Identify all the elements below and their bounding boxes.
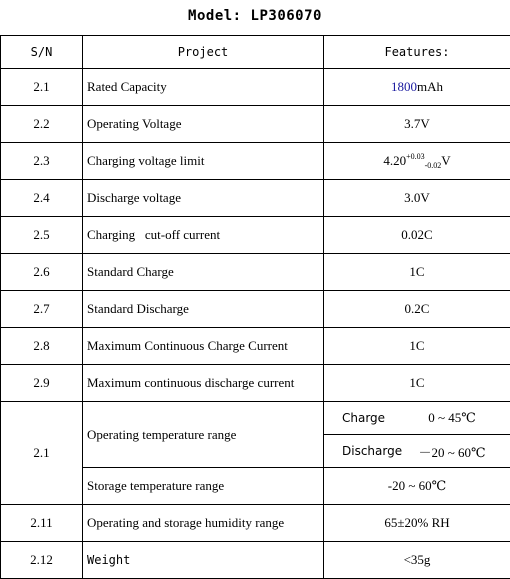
- table-row: [1, 328, 510, 365]
- row-sn: 2.4: [1, 180, 83, 217]
- discharge-value: －20 ~ 60℃: [412, 442, 492, 461]
- row-feature: <35g: [324, 542, 510, 579]
- row-sn: 2.12: [1, 542, 83, 579]
- spec-table: [0, 35, 510, 579]
- feature-unit: V: [441, 153, 450, 168]
- row-project: Weight: [83, 542, 324, 579]
- row-project: Charging voltage limit: [83, 143, 324, 180]
- feature-unit: mAh: [417, 79, 443, 94]
- table-row: [1, 542, 510, 579]
- feature-tolerance-minus: -0.02: [425, 161, 442, 170]
- row-feature: 65±20% RH: [324, 505, 510, 542]
- row-feature: [324, 143, 510, 180]
- temperature-sn: 2.1: [1, 402, 83, 505]
- row-project: Standard Discharge: [83, 291, 324, 328]
- row-sn: 2.5: [1, 217, 83, 254]
- row-sn: 2.6: [1, 254, 83, 291]
- table-row: [1, 180, 510, 217]
- table-row: [1, 106, 510, 143]
- row-sn: 2.2: [1, 106, 83, 143]
- storage-temperature-value: -20 ~ 60℃: [324, 468, 510, 505]
- temperature-row-charge: [1, 402, 510, 435]
- row-project: Standard Charge: [83, 254, 324, 291]
- row-sn: 2.9: [1, 365, 83, 402]
- row-sn: 2.11: [1, 505, 83, 542]
- row-feature: 1C: [324, 254, 510, 291]
- row-project: Operating and storage humidity range: [83, 505, 324, 542]
- table-row: [1, 254, 510, 291]
- row-feature: 1C: [324, 365, 510, 402]
- discharge-temperature-cell: [324, 435, 510, 468]
- operating-temperature-label: Operating temperature range: [83, 402, 324, 468]
- row-feature: [324, 69, 510, 106]
- table-row: [1, 69, 510, 106]
- feature-base: 4.20: [383, 153, 406, 168]
- table-header-row: [1, 36, 510, 69]
- row-feature: 1C: [324, 328, 510, 365]
- charge-label: Charge: [342, 411, 412, 425]
- storage-temperature-label: Storage temperature range: [83, 468, 324, 505]
- feature-tolerance-plus: +0.03: [406, 152, 425, 161]
- row-feature: 0.2C: [324, 291, 510, 328]
- table-row: [1, 217, 510, 254]
- row-feature: 0.02C: [324, 217, 510, 254]
- row-sn: 2.3: [1, 143, 83, 180]
- row-project: Discharge voltage: [83, 180, 324, 217]
- row-feature: 3.7V: [324, 106, 510, 143]
- row-feature: 3.0V: [324, 180, 510, 217]
- row-sn: 2.1: [1, 69, 83, 106]
- discharge-label: Discharge: [342, 444, 412, 458]
- table-row: [1, 365, 510, 402]
- row-sn: 2.7: [1, 291, 83, 328]
- charge-value: 0 ~ 45℃: [412, 410, 492, 426]
- table-row: [1, 143, 510, 180]
- header-project: Project: [83, 36, 324, 69]
- row-sn: 2.8: [1, 328, 83, 365]
- feature-number: 1800: [391, 79, 417, 94]
- row-project: Maximum Continuous Charge Current: [83, 328, 324, 365]
- header-features: Features:: [324, 36, 510, 69]
- row-project: Operating Voltage: [83, 106, 324, 143]
- row-project: Rated Capacity: [83, 69, 324, 106]
- header-sn: S/N: [1, 36, 83, 69]
- charge-temperature-cell: [324, 402, 510, 435]
- page-title: Model: LP306070: [0, 8, 510, 24]
- row-project: Charging cut-off current: [83, 217, 324, 254]
- table-row: [1, 505, 510, 542]
- table-row: [1, 291, 510, 328]
- row-project: Maximum continuous discharge current: [83, 365, 324, 402]
